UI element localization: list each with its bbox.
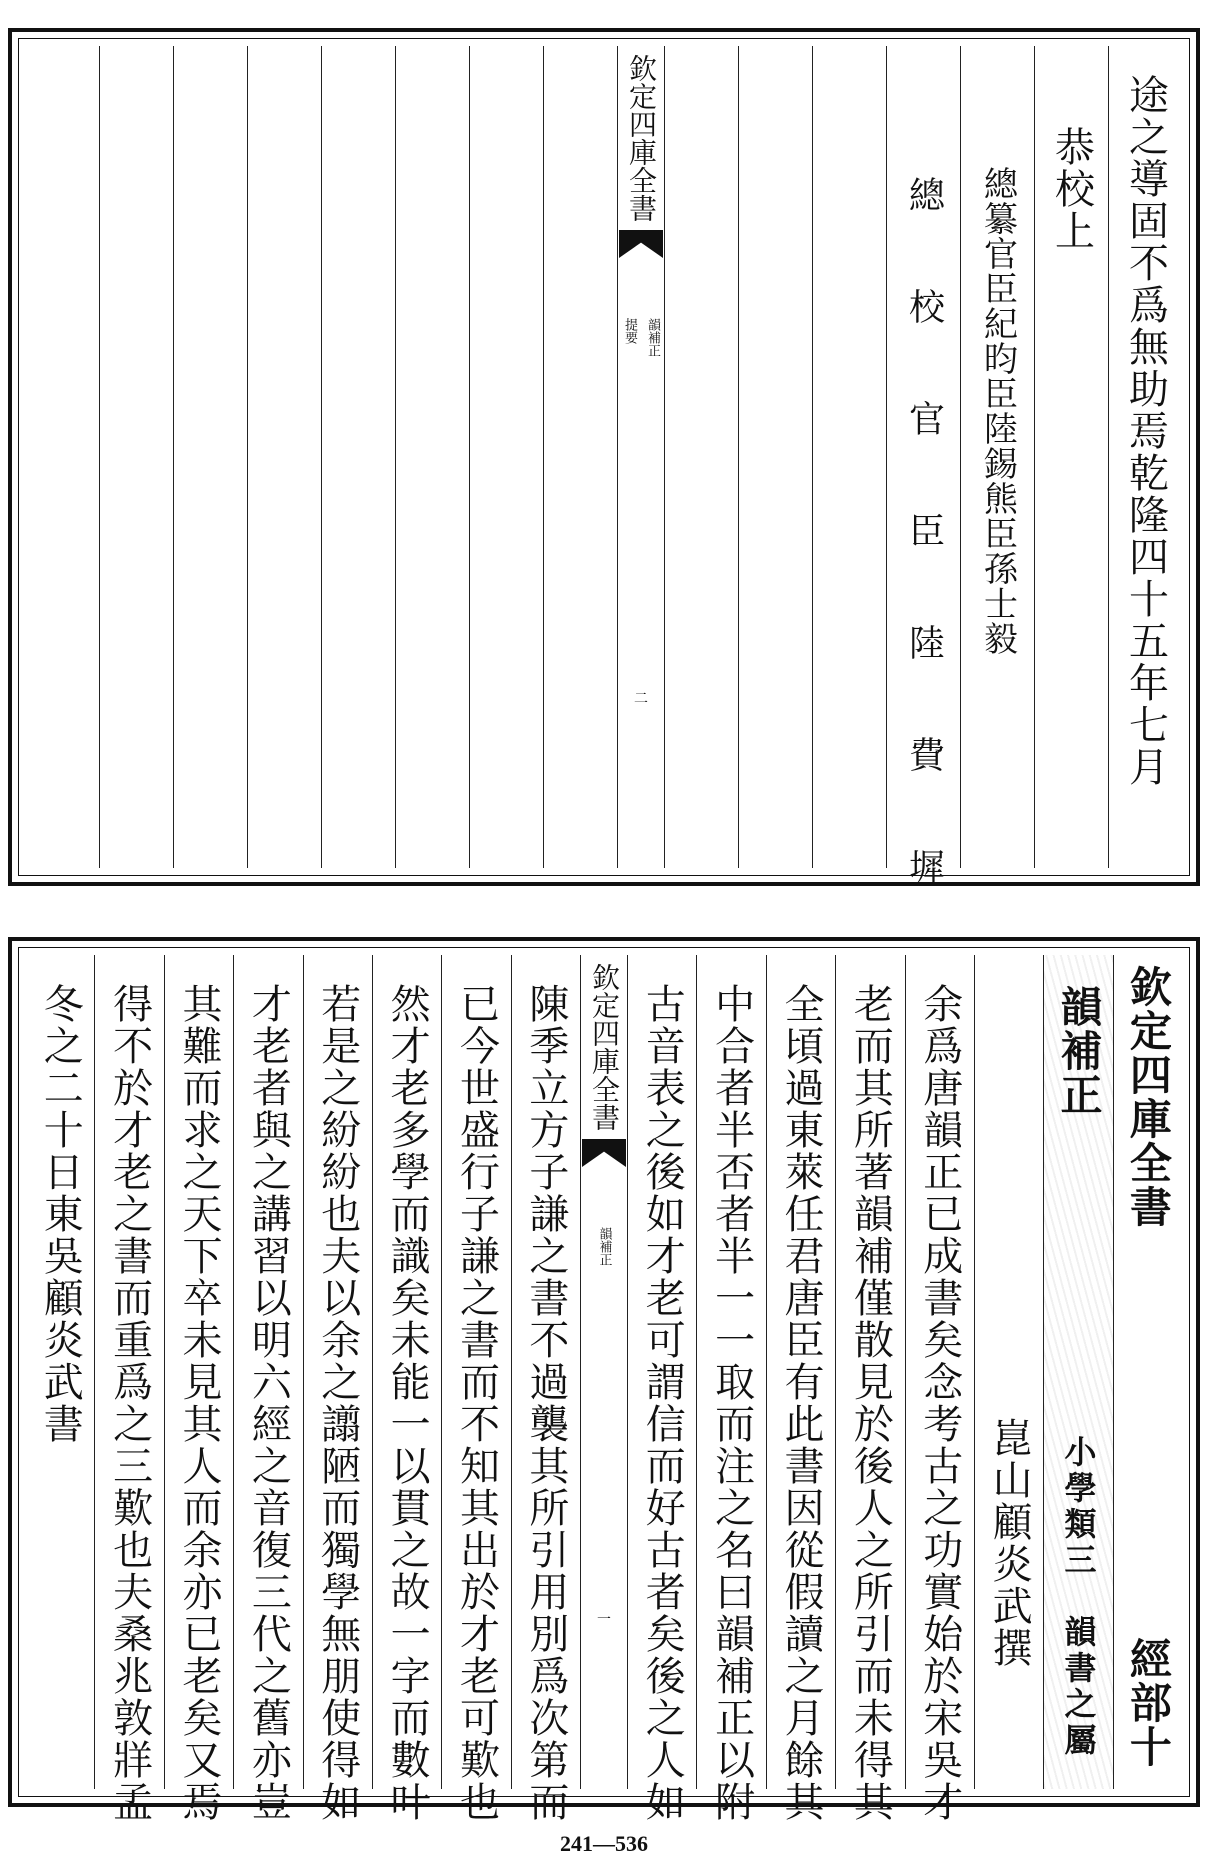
column-text: 途之導固不爲無助焉乾隆四十五年七月: [1122, 74, 1169, 788]
work-title: 韻補正: [1054, 985, 1104, 1117]
text-column: [233, 955, 302, 1823]
column-text: 然才老多學而識矣未能一以貫之故一字而數叶: [384, 983, 431, 1823]
bottom-page-frame: [8, 937, 1200, 1823]
text-column: [696, 955, 765, 1823]
empty-column: [812, 46, 886, 868]
text-column: [94, 955, 163, 1823]
text-column: [372, 955, 441, 1823]
text-column: [1034, 46, 1108, 868]
empty-column: [543, 46, 617, 868]
author-column: [974, 955, 1043, 1789]
center-fold: [617, 46, 664, 868]
compiler-credits: 總纂官臣紀昀臣陸錫熊臣孫士毅: [977, 166, 1018, 656]
text-column: [1108, 46, 1182, 868]
section-label: 經部十: [1123, 1637, 1173, 1769]
empty-column: [99, 46, 173, 868]
collator-credits: 總 校 官 臣 陸 費 墀: [903, 176, 945, 904]
empty-column: [469, 46, 543, 868]
top-page: [0, 0, 1208, 928]
author-line: 崑山顧炎武撰: [986, 1417, 1033, 1669]
bottom-page: [0, 929, 1208, 1857]
fishtail-mark-icon: [619, 230, 663, 258]
fold-subtitle-line: 韻補正: [596, 1227, 612, 1266]
fold-subtitle: [595, 1227, 614, 1266]
empty-column: [738, 46, 812, 868]
fold-page-number: 二: [634, 691, 648, 707]
column-text: 已今世盛行子謙之書而不知其出於才老可歎也: [453, 983, 500, 1823]
column-text: 恭校上: [1048, 126, 1095, 252]
column-text: 陳季立方子謙之書不過襲其所引用別爲次第而: [522, 983, 569, 1823]
column-text: 其難而求之天下卒未見其人而余亦已老矣又焉: [175, 983, 222, 1823]
center-fold: [580, 955, 627, 1789]
title-column: [1113, 955, 1182, 1789]
fishtail-mark-icon: [582, 1139, 626, 1167]
top-page-columns: [26, 46, 1182, 904]
work-title-column: [1043, 955, 1112, 1789]
text-column: [26, 955, 94, 1789]
fold-subtitle-line: 提要: [622, 318, 637, 344]
running-title: 欽定四庫全書: [588, 963, 621, 1131]
column-text: 冬之二十日東吳顧炎武書: [37, 983, 84, 1445]
empty-column: [321, 46, 395, 868]
text-column: [627, 955, 696, 1823]
column-text: 古音表之後如才老可謂信而好古者矣後之人如: [639, 983, 686, 1823]
category-label: 小學類三 韻書之屬: [1059, 1435, 1098, 1759]
fold-subtitle: [620, 318, 662, 357]
column-text: 余爲唐韻正已成書矣念考古之功實始於宋吳才: [916, 983, 963, 1823]
empty-column: [664, 46, 738, 868]
page-number-footer: 241—536: [560, 1831, 648, 1856]
text-column: [960, 46, 1034, 868]
book-title: 欽定四庫全書: [1123, 965, 1173, 1229]
fold-page-number: 一: [597, 1612, 611, 1628]
column-text: 得不於才老之書而重爲之三歎也夫桑兆敦牂孟: [106, 983, 153, 1823]
text-column: [164, 955, 233, 1823]
running-title: 欽定四庫全書: [625, 54, 658, 222]
top-page-frame: [8, 28, 1200, 904]
column-text: 中合者半否者半一一取而注之名曰韻補正以附: [708, 983, 755, 1823]
text-column: [905, 955, 974, 1823]
empty-column: [26, 46, 99, 868]
empty-column: [173, 46, 247, 868]
bottom-page-columns: [26, 955, 1182, 1823]
empty-column: [395, 46, 469, 868]
text-column: [441, 955, 510, 1823]
fold-subtitle-line: 韻補正: [645, 318, 660, 357]
text-column: [303, 955, 372, 1823]
empty-column: [247, 46, 321, 868]
text-column: [766, 955, 835, 1823]
column-text: 才老者與之講習以明六經之音復三代之舊亦豈: [245, 983, 292, 1823]
column-text: 全頃過東萊任君唐臣有此書因從假讀之月餘其: [777, 983, 824, 1823]
text-column: [835, 955, 904, 1823]
column-text: 老而其所著韻補僅散見於後人之所引而未得其: [847, 983, 894, 1823]
text-column: [886, 46, 960, 904]
text-column: [511, 955, 580, 1823]
column-text: 若是之紛紛也夫以余之譾陋而獨學無朋使得如: [314, 983, 361, 1823]
